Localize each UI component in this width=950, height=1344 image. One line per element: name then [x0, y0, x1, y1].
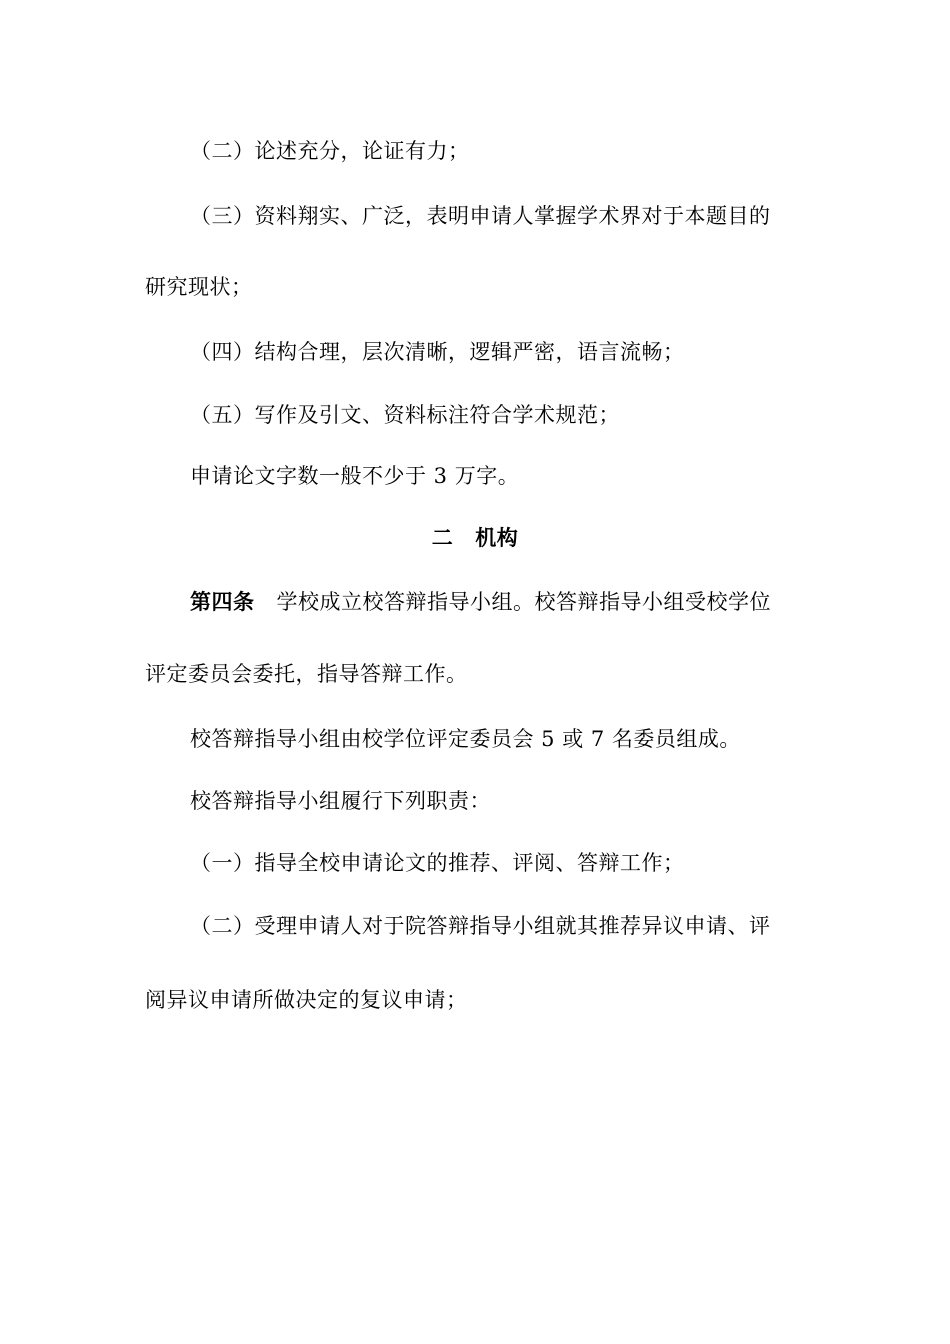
article-text: 学校成立校答辩指导小组。校答辩指导小组受校学位: [276, 590, 771, 614]
section-number: 二: [431, 526, 454, 550]
section-title: 机构: [475, 526, 519, 550]
article-four-continued: 评定委员会委托，指导答辩工作。: [145, 662, 468, 686]
section-heading: [0, 524, 950, 552]
paragraph-duty-2: （二）受理申请人对于院答辩指导小组就其推荐异议申请、评: [190, 914, 771, 938]
article-four: [190, 588, 771, 616]
paragraph-criterion-5: （五）写作及引文、资料标注符合学术规范；: [190, 403, 620, 427]
paragraph-duty-2-continued: 阅异议申请所做决定的复议申请；: [145, 988, 468, 1012]
paragraph-word-count: 申请论文字数一般不少于 3 万字。: [190, 464, 520, 488]
paragraph-composition: 校答辩指导小组由校学位评定委员会 5 或 7 名委员组成。: [190, 727, 741, 751]
paragraph-criterion-2: （二）论述充分，论证有力；: [190, 139, 470, 163]
paragraph-criterion-3: （三）资料翔实、广泛，表明申请人掌握学术界对于本题目的: [190, 204, 771, 228]
article-label: 第四条: [190, 590, 255, 614]
paragraph-criterion-3-continued: 研究现状；: [145, 275, 253, 299]
paragraph-criterion-4: （四）结构合理，层次清晰，逻辑严密，语言流畅；: [190, 340, 685, 364]
paragraph-duty-1: （一）指导全校申请论文的推荐、评阅、答辩工作；: [190, 851, 685, 875]
paragraph-duties-intro: 校答辩指导小组履行下列职责：: [190, 789, 491, 813]
